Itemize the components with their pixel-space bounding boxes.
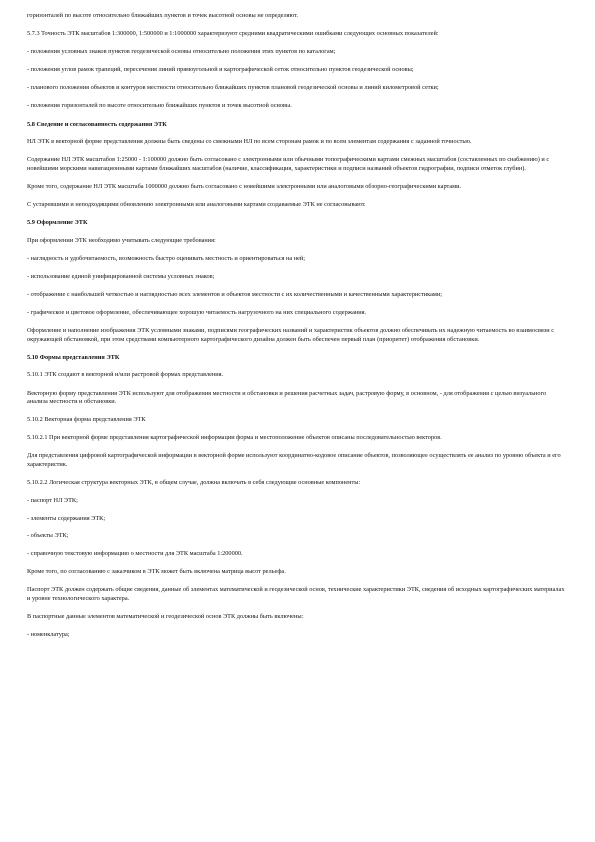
list-item: - наглядность и удобочитаемость, возможность быстро оценивать местность и ориентироваться на ней; (27, 254, 306, 262)
list-item: - паспорт НЛ ЭТК; (27, 497, 78, 505)
paragraph: Кроме того, содержание НЛ ЭТК масштаба 1000000 должно быть согласовано с новейшими электронными или аналоговыми обзорно-географическими картами. (27, 182, 462, 190)
section-heading: 5.9 Оформление ЭТК (27, 219, 88, 227)
paragraph: горизонталей по высоте относительно ближайших пунктов и точек высотной основы не определяют. (27, 12, 298, 19)
list-item: - номенклатура; (27, 630, 70, 638)
list-item: - положения углов рамок трапеций, пересечения линий прямоугольной и картографической сеток относительно пунктов геодезической основы; (27, 66, 414, 74)
list-item: - отображение с наибольшей четкостью и наглядностью всех элементов и объектов местности с их количественными и качественными характеристиками; (27, 291, 442, 298)
paragraph: Для представления цифровой картографической информации в векторной форме используют координатно-кодовое описание объектов, позволяющее осуществлять ее анализ по уровню объекта и его характеристик. (27, 452, 561, 469)
paragraph: При оформлении ЭТК необходимо учитывать следующие требования: (27, 236, 216, 244)
paragraph: 5.7.3 Точность ЭТК масштабов 1:300000, 1:500000 и 1:1000000 характеризуют средними квадратическими ошибками следующих основных показателей: (27, 30, 439, 38)
list-item: - положения горизонталей по высоте относительно ближайших пунктов и точек высотной основы. (27, 102, 292, 110)
paragraph: Содержание НЛ ЭТК масштабов 1:25000 - 1:100000 должно быть согласовано с электронными или обычными топографическими картами смежных масштабов (составленных по снабжению) и с новейшими морскими навигационными картами ближайших масштабов (наличие, классификация, характеристики и подписи названий объектов гидрографии, подписи отметок глубин). (27, 156, 550, 172)
list-item: - положения условных знаков пунктов геодезической основы относительно положения этих пунктов по каталогам; (27, 48, 336, 56)
paragraph: 5.10.1 ЭТК создают в векторной и/или растровой формах представления. (27, 371, 224, 379)
paragraph: В паспортные данные элементов математической и геодезической основ ЭТК должны быть включены: (27, 612, 304, 620)
list-item: - справочную текстовую информацию о местности для ЭТК масштаба 1:200000. (27, 550, 243, 557)
section-heading: 5.8 Сведение и согласованность содержания ЭТК (27, 120, 167, 128)
list-item: - планового положения объектов и контуров местности относительно ближайших пунктов плановой геодезической основы и линий километровой сетки; (27, 84, 439, 92)
paragraph: Паспорт ЭТК должен содержать общие сведения, данные об элементах математической и геодезической основ, технические характеристики ЭТК, сведения об исходных картографических материалах и уровне технологического характера. (27, 586, 565, 602)
paragraph: 5.10.2.2 Логическая структура векторных ЭТК, в общем случае, должна включать в себя следующие основные компоненты: (27, 479, 361, 487)
section-heading: 5.10 Формы представления ЭТК (27, 353, 120, 361)
paragraph: Кроме того, по согласованию с заказчиком в ЭТК может быть включена матрица высот рельефа. (27, 568, 286, 576)
paragraph: Векторную форму представления ЭТК используют для отображения местности и обстановки и решения расчетных задач, растровую форму, в основном, - для отображения с целью визуального анализа местности и обстановки. (27, 389, 547, 406)
list-item: - объекты ЭТК; (27, 532, 69, 540)
list-item: - графическое и цветовое оформление, обеспечивающее хорошую читаемость нагрузочного на них специального содержания. (27, 309, 367, 317)
list-item: - элементы содержания ЭТК; (27, 514, 106, 522)
document-page (27, 12, 567, 649)
paragraph: НЛ ЭТК в векторной форме представления должны быть сведены со смежными НЛ по всем сторонам рамок и по всем элементам содержания с заданной точностью. (27, 138, 472, 146)
paragraph: 5.10.2 Векторная форма представления ЭТК (27, 416, 146, 424)
list-item: - использование единой унифицированной системы условных знаков; (27, 272, 215, 280)
paragraph: Оформление и наполнение изображения ЭТК условными знаками, подписями географических названий и характеристик объектов должно обеспечивать их надежную читаемость во взаимосвязи с окружающей обстановкой, при этом средствами компьютерного картографического дизайна должен быть обеспечен первый план (приоритет) отображения обстановки. (27, 327, 555, 343)
paragraph: 5.10.2.1 При векторной форме представления картографической информации форма и местоположение объектов описаны последовательностью векторов. (27, 434, 442, 442)
paragraph: С устаревшими и неподходящими обновлению электронными или аналоговыми картами создаваемые ЭТК не согласовывают. (27, 201, 366, 209)
